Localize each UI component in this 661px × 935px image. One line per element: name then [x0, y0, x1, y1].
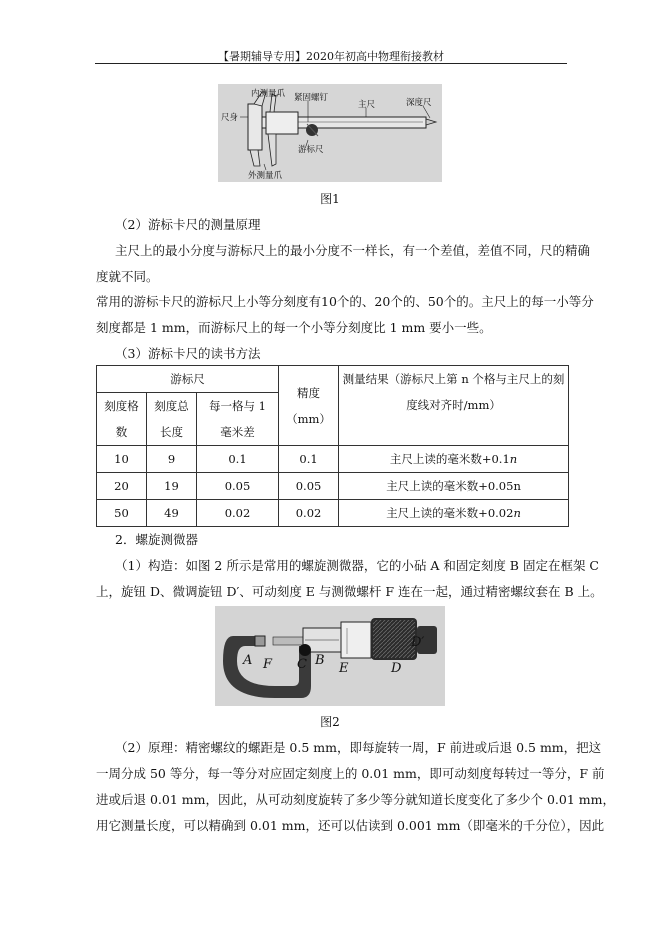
cell-result-text: 主尺上读的毫米数+0.02 — [386, 506, 514, 520]
figure-vernier-caliper — [218, 84, 442, 182]
sub-divisions-line1: 刻度格 — [104, 399, 139, 413]
sub-divisions-line2: 数 — [115, 425, 128, 439]
micrometer-drawing — [215, 606, 445, 706]
header-result-line2: 度线对齐时/mm） — [406, 398, 501, 412]
header-result — [339, 366, 569, 446]
cell-divisions: 10 — [97, 446, 147, 473]
reading-heading: （3）游标卡尺的读书方法 — [115, 346, 261, 361]
sub-diff-line1: 每一格与 1 — [209, 399, 266, 413]
header-rule — [95, 63, 567, 64]
label-D: D — [391, 661, 402, 676]
label-inner-jaw: 内测量爪 — [251, 89, 286, 99]
sub-length-line2: 长度 — [160, 425, 183, 439]
para1-line1: 主尺上的最小分度与游标尺上的最小分度不一样长，有一个差值，差值不同，尺的精确 — [115, 243, 591, 258]
cell-precision: 0.1 — [279, 446, 339, 473]
sub-diff-line2: 毫米差 — [220, 425, 255, 439]
label-main-scale: 主尺 — [358, 100, 376, 110]
table-row — [97, 473, 569, 500]
vernier-caliper-drawing — [218, 84, 442, 182]
cell-result-text: 主尺上读的毫米数+0.05n — [386, 479, 521, 493]
label-E: E — [339, 661, 349, 676]
principle-line4: 用它测量长度，可以精确到 0.01 mm，还可以估读到 0.001 mm（即毫米的千分位），因此 — [96, 818, 605, 833]
figure-micrometer — [215, 606, 445, 706]
cell-diff: 0.1 — [197, 446, 279, 473]
principle-line1: （2）原理：精密螺纹的螺距是 0.5 mm，即每旋转一周，F 前进或后退 0.5 mm，把这 — [115, 740, 602, 755]
para1-line2: 度就不同。 — [96, 269, 159, 284]
cell-length: 49 — [147, 500, 197, 527]
principle-heading: （2）游标卡尺的测量原理 — [115, 217, 261, 232]
label-depth-rod: 深度尺 — [406, 98, 432, 108]
principle-line2: 一周分成 50 等分，每一等分对应固定刻度上的 0.01 mm，即可动刻度每转过一等分，F 前 — [96, 766, 605, 781]
label-outer-jaw: 外测量爪 — [248, 171, 283, 181]
sub-divisions — [97, 393, 147, 446]
principle-line3: 进或后退 0.01 mm，因此，从可动刻度旋转了多少等分就知道长度变化了多少个 0.01 mm， — [96, 792, 615, 807]
cell-result-var: n — [509, 452, 518, 466]
micrometer-heading: 2．螺旋测微器 — [115, 532, 198, 547]
table-row — [97, 446, 569, 473]
cell-divisions: 50 — [97, 500, 147, 527]
cell-diff: 0.02 — [197, 500, 279, 527]
cell-length: 19 — [147, 473, 197, 500]
para2-line2: 刻度都是 1 mm，而游标尺上的每一个小等分刻度比 1 mm 要小一些。 — [96, 320, 492, 335]
page-header: 【暑期辅导专用】2020年初高中物理衔接教材 — [218, 50, 444, 63]
header-vernier: 游标尺 — [97, 366, 279, 393]
cell-result-text: 主尺上读的毫米数+0.1 — [389, 452, 510, 466]
cell-precision: 0.02 — [279, 500, 339, 527]
sub-length — [147, 393, 197, 446]
label-F: F — [263, 657, 273, 672]
cell-diff: 0.05 — [197, 473, 279, 500]
para2-line1: 常用的游标卡尺的游标尺上小等分刻度有10个的、20个的、50个的。主尺上的每一小等分 — [96, 294, 594, 309]
cell-result — [339, 473, 569, 500]
vernier-table — [96, 365, 569, 527]
figure1-caption: 图1 — [320, 192, 340, 206]
label-C: C — [297, 657, 307, 672]
label-A: A — [243, 653, 253, 668]
label-vernier: 游标尺 — [298, 145, 324, 155]
label-B: B — [315, 653, 325, 668]
figure2-caption: 图2 — [320, 715, 340, 729]
sub-diff — [197, 393, 279, 446]
cell-length: 9 — [147, 446, 197, 473]
header-precision: 精度（mm） — [279, 366, 339, 446]
cell-result — [339, 446, 569, 473]
label-D-prime: D′ — [411, 635, 425, 650]
label-body: 尺身 — [221, 113, 239, 123]
cell-result — [339, 500, 569, 527]
table-row — [97, 500, 569, 527]
cell-divisions: 20 — [97, 473, 147, 500]
label-locking-screw: 紧固螺钉 — [294, 93, 329, 103]
construct-line2: 上，旋钮 D、微调旋钮 D′、可动刻度 E 与测微螺杆 F 连在一起，通过精密螺纹套在 B 上。 — [96, 584, 603, 599]
cell-precision: 0.05 — [279, 473, 339, 500]
construct-line1: （1）构造：如图 2 所示是常用的螺旋测微器，它的小砧 A 和固定刻度 B 固定在框架 C — [115, 558, 599, 573]
sub-length-line1: 刻度总 — [154, 399, 189, 413]
table-header-row — [97, 366, 569, 393]
cell-result-var: n — [513, 506, 521, 520]
header-result-line1: 测量结果（游标尺上第 n 个格与主尺上的刻 — [342, 372, 565, 386]
